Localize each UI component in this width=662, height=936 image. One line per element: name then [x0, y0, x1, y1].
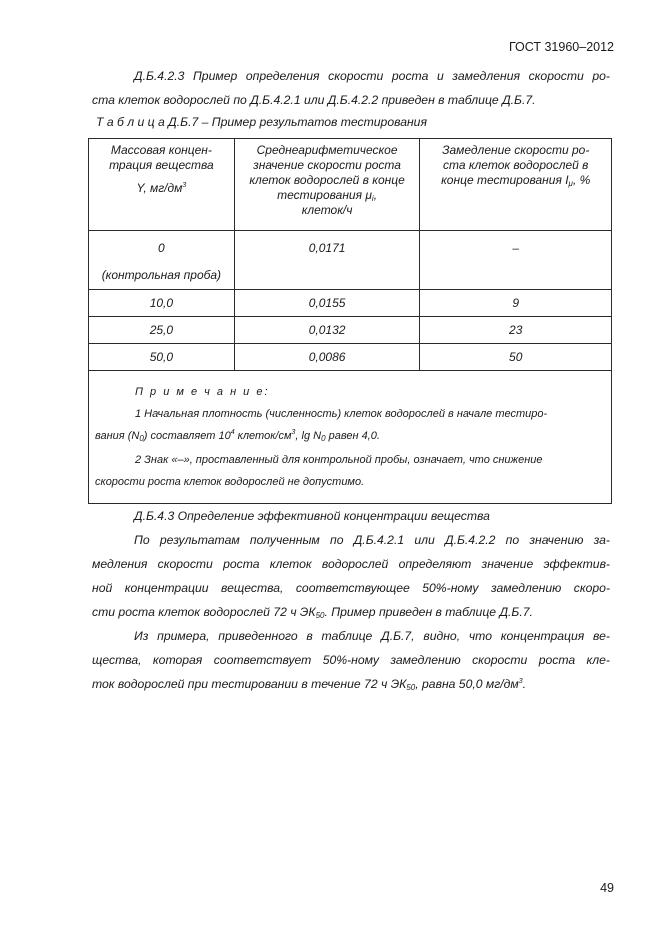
header-text: , % [572, 173, 591, 187]
p1-line-2: медления скорости роста клеток водорослей определяют значение эффектив- [92, 557, 610, 571]
cell-concentration: 50,0 [89, 344, 235, 371]
header-text: ста клеток водорослей в [443, 158, 589, 172]
table-header-row [89, 139, 612, 231]
p1-text: сти роста клеток водорослей 72 ч ЭК [92, 605, 316, 619]
intro-line-1: Д.Б.4.2.3 Пример определения скорости роста и замедления скорости ро- [134, 69, 610, 83]
p2-text: ток водорослей при тестировании в течение 72 ч ЭК [92, 677, 407, 691]
header-text: клеток водорослей в конце [249, 173, 405, 187]
note-text: ) составляет 10 [143, 430, 231, 442]
note-heading: П р и м е ч а н и е: [135, 386, 270, 398]
cell-concentration: 10,0 [89, 290, 235, 317]
header-growth-rate: Среднеарифметическое значение скорости роста клеток водорослей в конце тестирования $\mu_i$, клеток/ч [234, 139, 420, 231]
results-table [88, 138, 612, 504]
note-1-line-2 [95, 425, 603, 447]
section-heading: Д.Б.4.3 Определение эффективной концентрации вещества [134, 509, 490, 523]
cell-text: (контрольная проба) [101, 268, 222, 282]
p2-text: . [522, 677, 527, 691]
header-sub: i [371, 194, 374, 203]
note-text: , lg N [295, 430, 322, 442]
note-1-line-1: 1 Начальная плотность (численность) клеток водорослей в начале тестиро- [135, 408, 548, 420]
header-text: конце тестирования I [441, 173, 569, 187]
cell-rate: 0,0132 [234, 317, 420, 344]
p2-text: , равна 50,0 мг/дм [415, 677, 519, 691]
cell-text: 0 [158, 241, 165, 255]
header-text: клеток/ч [301, 203, 353, 217]
p2-line-2: щества, которая соответствует 50%-ному замедлению скорости роста кле- [92, 653, 610, 667]
p1-text: . Пример приведен в таблице Д.Б.7. [324, 605, 533, 619]
note-sub: 0 [139, 434, 144, 443]
table-caption: Т а б л и ц а Д.Б.7 – Пример результатов тестирования [96, 115, 427, 129]
p2-line-3 [92, 672, 610, 696]
cell-rate: 0,0171 [234, 231, 420, 290]
p1-sub: 50 [315, 611, 325, 620]
cell-rate: 0,0155 [234, 290, 420, 317]
p2-sub: 50 [406, 683, 416, 692]
cell-inhibition: 9 [420, 290, 612, 317]
table-row [89, 290, 612, 317]
table-row [89, 317, 612, 344]
intro-line-2: ста клеток водорослей по Д.Б.4.2.1 или Д.Б.4.2.2 приведен в таблице Д.Б.7. [92, 93, 536, 107]
header-text: трация вещества [109, 158, 214, 172]
cell-rate: 0,0086 [234, 344, 420, 371]
table-row [89, 231, 612, 290]
cell-inhibition: 23 [420, 317, 612, 344]
table-note [89, 371, 612, 504]
header-text: Среднеарифметическое [256, 143, 398, 157]
cell-concentration [89, 231, 235, 290]
header-text: Замедление скорости ро- [442, 143, 590, 157]
p2-sup: 3 [518, 678, 523, 685]
note-sub: 0 [321, 434, 326, 443]
cell-inhibition: – [420, 231, 612, 290]
page-number: 49 [600, 881, 614, 895]
p1-line-4 [92, 600, 610, 624]
header-sub: μ [568, 179, 573, 188]
p2-line-1: Из примера, приведенного в таблице Д.Б.7, видно, что концентрация ве- [134, 629, 610, 643]
p1-line-3: ной концентрации вещества, соответствующее 50%-ному замедлению скоро- [92, 581, 610, 595]
header-sup: 3 [182, 182, 187, 189]
note-text: вания (N [95, 430, 140, 442]
note-sup: 4 [230, 429, 235, 436]
cell-inhibition: 50 [420, 344, 612, 371]
header-text: Y, мг/дм [136, 181, 183, 195]
note-text: равен 4,0. [325, 430, 380, 442]
note-text: клеток/см [234, 430, 292, 442]
section-paragraph-1 [92, 528, 610, 624]
note-2-line-1: 2 Знак «–», проставленный для контрольной пробы, означает, что снижение [135, 454, 543, 466]
table-note-row [89, 371, 612, 504]
note-sup: 3 [291, 429, 296, 436]
header-text: значение скорости роста [253, 158, 401, 172]
header-text: Массовая концен- [110, 143, 212, 157]
header-inhibition [420, 139, 612, 231]
p1-line-1: По результатам полученным по Д.Б.4.2.1 или Д.Б.4.2.2 по значению за- [134, 533, 610, 547]
intro-paragraph [92, 64, 610, 112]
cell-concentration: 25,0 [89, 317, 235, 344]
document-header: ГОСТ 31960–2012 [508, 40, 614, 54]
header-concentration [89, 139, 235, 231]
section-paragraph-2 [92, 624, 610, 696]
table-row [89, 344, 612, 371]
header-text: тестирования μ [277, 188, 372, 202]
note-2-line-2: скорости роста клеток водорослей не допустимо. [95, 476, 365, 488]
